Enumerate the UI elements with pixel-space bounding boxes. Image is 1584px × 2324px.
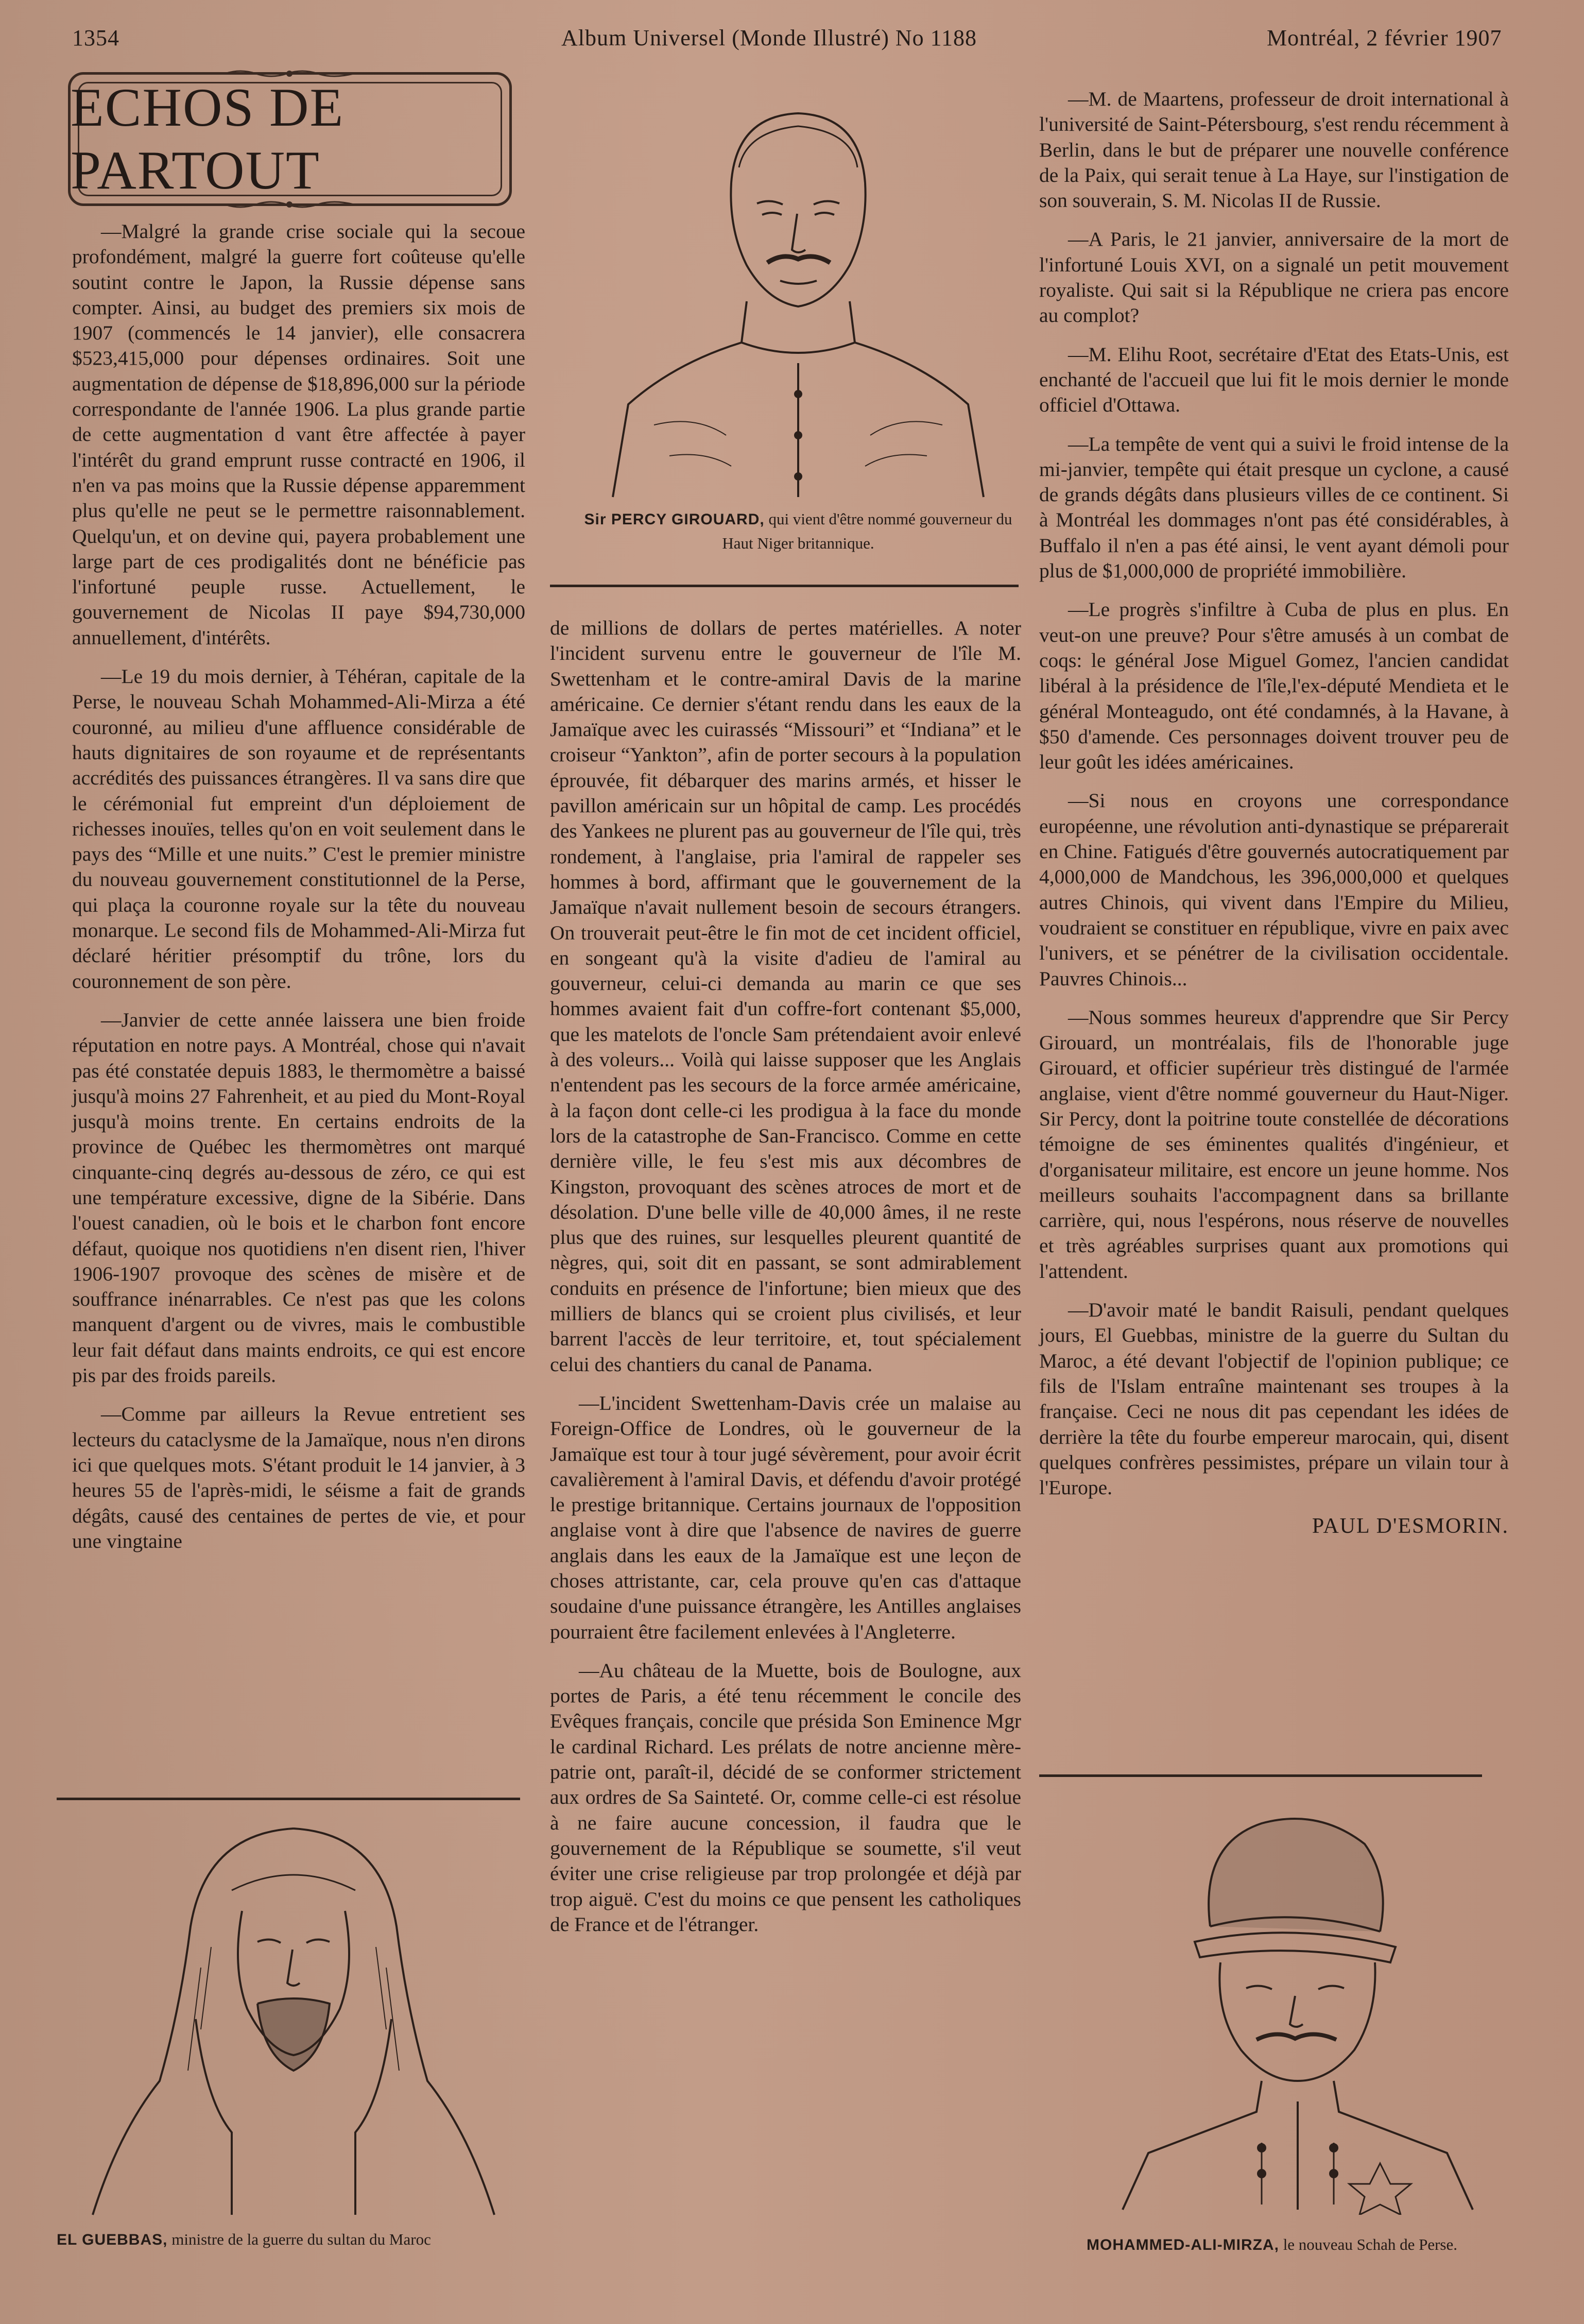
column-middle	[550, 616, 1021, 1951]
article-paragraph: —Malgré la grande crise sociale qui la secoue profondément, malgré la guerre fort coûteuse qu'elle soutint contre le Japon, la Russie dépense sans compter. Ainsi, au budget des premiers six mois de 1907 (commencés le 14 janvier), elle consacrera $523,415,000 pour dépenses ordinaires. Soit une augmentation de dépense de $18,896,000 sur la période correspondante de l'année 1906. La plus grande partie de cette augmentation d vant être affectée à payer l'intérêt du grand emprunt russe contracté en 1906, il n'en va pas moins que la Russie dépense apparemment plus qu'elle ne peut se le permettre raisonnablement. Quelqu'un, et on devine qui, payera probablement une large part de ces prodigalités dont ne bénéficie pas l'infortuné peuple russe. Actuellement, le gouvernement de Nicolas II paye $94,730,000 annuellement, d'intérêts.	[72, 220, 525, 649]
article-paragraph: —Si nous en croyons une correspondance européenne, une révolution anti-dynastique se préparerait en Chine. Fatigués d'être gouvernés autocratiquement par 4,000,000 de Mandchous, les 396,000,000 et quelques autres Chinois, qui vivent dans l'Empire du Milieu, voudraient se constituer en république, vivre en paix avec l'univers, et se pénétrer de la civilisation occidentale. Pauvres Chinois...	[1039, 789, 1509, 990]
article-paragraph: —M. de Maartens, professeur de droit international à l'université de Saint-Pétersbourg, s'est rendu récemment à Berlin, dans le but de préparer une nouvelle conférence de la Paix, qui serait tenue à La Haye, sur l'instigation de son souverain, S. M. Nicolas II de Russie.	[1039, 88, 1509, 212]
author-signature: PAUL D'ESMORIN.	[1312, 1514, 1509, 1539]
caption-text: le nouveau Schah de Perse.	[1283, 2235, 1457, 2253]
divider	[550, 585, 1019, 587]
article-paragraph: —Au château de la Muette, bois de Boulogne, aux portes de Paris, a été tenu récemment le concile des Evêques français, concile que présida Son Eminence Mgr le cardinal Richard. Les prélats de notre ancienne mère-patrie ont, paraît-il, décidé de se conformer strictement aux ordres de Sa Sainteté. Or, comme celle-ci est résolue à ne faire aucune concession, il faudra que le gouvernement de la République se soumette, s'il veut éviter une crise religieuse par trop prolongée et déjà par trop aiguë. C'est du moins ce que pensent les catholiques de France et de l'étranger.	[550, 1659, 1021, 1936]
article-paragraph: —Janvier de cette année laissera une bien froide réputation en notre pays. A Montréal, chose qui n'avait pas été constatée depuis 1883, le thermomètre a baissé jusqu'à moins 27 Fahrenheit, et au pied du Mont-Royal jusqu'à moins trente. En certains endroits de la province de Québec les thermomètres ont marqué cinquante-cinq degrés au-dessous de zéro, ce qui est une température excessive, digne de la Sibérie. Dans l'ouest canadien, où le bois et le charbon font encore défaut, quoique nos quotidiens n'en disent rien, l'hiver 1906-1907 provoque des scènes de misère et de souffrance inénarrables. Ce n'est pas que les colons manquent d'argent ou de vivres, mais le combustible leur fait défaut dans maints endroits, ce qui est encore pis par des froids pareils.	[72, 1008, 525, 1387]
column-right	[1039, 87, 1509, 1553]
section-title-frame	[68, 72, 512, 206]
divider	[1039, 1774, 1482, 1777]
girouard-caption	[577, 507, 1020, 555]
article-paragraph: —Le progrès s'infiltre à Cuba de plus en plus. En veut-on une preuve? Pour s'être amusés à un combat de coqs: le général Jose Miguel Gomez, l'ancien candidat libéral à la présidence de l'île,l'ex-député Mendieta et le général Monteagudo, ont été condamnés, à la Havane, à $50 d'amende. Ces personnages doivent trouver peu de leur goût les idées américaines.	[1039, 598, 1509, 774]
page-number: 1354	[72, 25, 119, 50]
caption-name: EL GUEBBAS,	[57, 2231, 168, 2248]
section-title: ECHOS DE PARTOUT	[71, 77, 345, 200]
mohammed-ali-mirza-caption	[1035, 2233, 1509, 2257]
portrait-el-guebbas-illustration	[77, 1813, 510, 2220]
caption-name: Sir PERCY GIROUARD,	[584, 511, 765, 528]
divider	[57, 1798, 520, 1800]
article-paragraph: —Comme par ailleurs la Revue entretient ses lecteurs du cataclysme de la Jamaïque, nous n'en dirons ici que quelques mots. S'étant produit le 14 janvier, à 3 heures 55 de l'après-midi, le séisme a fait de grands dégâts, causé des centaines de pertes de vie, et pour une vingtaine	[72, 1403, 525, 1552]
article-paragraph: —L'incident Swettenham-Davis crée un malaise au Foreign-Office de Londres, où le gouverneur de la Jamaïque est tour à tour jugé sévèrement, pour avoir écrit cavalièrement à l'amiral Davis, et défendu d'avoir protégé le prestige britannique. Certains journaux de l'opposition anglaise vont à dire que l'absence de navires de guerre anglais dans les eaux de la Jamaïque est une leçon de choses attristante, car, cela prouve qu'en cas d'attaque soudaine d'une puissance étrangère, les Antilles anglaises pourraient être facilement enlevées à l'Angleterre.	[550, 1391, 1021, 1643]
article-paragraph: —La tempête de vent qui a suivi le froid intense de la mi-janvier, tempête qui était presque un cyclone, a causé de grands dégâts dans plusieurs villes de ce continent. Si à Montréal les dommages n'ont pas été considérables, à Buffalo il n'en a pas été ainsi, le vent ayant démoli pour plus de $1,000,000 de propriété immobilière.	[1039, 432, 1509, 583]
article-paragraph: —D'avoir maté le bandit Raisuli, pendant quelques jours, El Guebbas, ministre de la guerre du Sultan du Maroc, a été devant l'objectif de l'opinion publique; ce fils de l'Islam entraîne maintenant ses troupes à la française. Ceci ne nous dit pas cependant les idées de derrière la tête du fourbe empereur marocain, qui, disent quelques confrères pessimistes, prépare un vilain tour à l'Europe.	[1039, 1298, 1509, 1499]
caption-text: qui vient d'être nommé gouverneur du Haut Niger britannique.	[722, 510, 1012, 552]
article-paragraph: —M. Elihu Root, secrétaire d'Etat des Etats-Unis, est enchanté de l'accueil que lui fit le mois dernier le monde officiel d'Ottawa.	[1039, 343, 1509, 417]
caption-text: ministre de la guerre du sultan du Maroc	[171, 2230, 431, 2248]
issue-date: Montréal, 2 février 1907	[1267, 25, 1502, 50]
article-paragraph: —A Paris, le 21 janvier, anniversaire de la mort de l'infortuné Louis XVI, on a signalé un petit mouvement royaliste. Qui sait si la République ne criera pas encore au complot?	[1039, 228, 1509, 327]
el-guebbas-caption	[57, 2228, 520, 2252]
caption-name: MOHAMMED-ALI-MIRZA,	[1087, 2236, 1279, 2253]
column-left	[72, 219, 525, 1567]
publication-title: Album Universel (Monde Illustré) No 1188	[561, 25, 977, 50]
portrait-mohammed-ali-mirza-illustration	[1092, 1792, 1493, 2215]
article-paragraph: —Le 19 du mois dernier, à Téhéran, capitale de la Perse, le nouveau Schah Mohammed-Ali-Mirza a été couronné, au milieu d'une affluence considérable de hauts dignitaires de son royaume et de représentants accrédités des puissances étrangères. Il va sans dire que le cérémonial fut empreint d'un déploiement de richesses inouïes, telles qu'on en voit seulement dans le pays des “Mille et une nuits.” C'est le premier ministre du nouveau gouvernement constitutionnel de la Perse, qui plaça la couronne royale sur la tête du nouveau monarque. Le second fils de Mohammed-Ali-Mirza fut déclaré héritier présomptif du trône, lors du couronnement de son père.	[72, 665, 525, 993]
article-paragraph: —Nous sommes heureux d'apprendre que Sir Percy Girouard, un montréalais, fils de l'honorable juge Girouard, et officier supérieur très distingué de l'armée anglaise, vient d'être nommé gouverneur du Haut-Niger. Sir Percy, dont la poitrine toute constellée de décorations témoigne de ses éminentes qualités d'ingénieur, et d'organisateur militaire, est encore un jeune homme. Nos meilleurs souhaits l'accompagnent dans sa brillante carrière, qui, nous l'espérons, nous réserve de nouvelles et très agréables surprises quant aux promotions qui l'attendent.	[1039, 1005, 1509, 1283]
article-paragraph: de millions de dollars de pertes matérielles. A noter l'incident survenu entre le gouverneur de l'île M. Swettenham et le contre-amiral Davis de la marine américaine. Ce dernier s'étant rendu dans les eaux de la Jamaïque avec les cuirassés “Missouri” et “Indiana” et le croiseur “Yankton”, afin de porter secours à la population éprouvée, fit débarquer des marins armés, et hisser le pavillon américain sur un hôpital de camp. Les procédés des Yankees ne plurent pas au gouverneur de l'île qui, très rondement, à l'anglaise, pria l'amiral de rappeler ses hommes à bord, affirmant que le gouvernement de la Jamaïque n'avait nullement besoin de secours étrangers. On trouverait peut-être le fin mot de cet incident officiel, en songeant qu'à la visite d'adieu de l'amiral au gouverneur, celui-ci demanda au marin ce que ses hommes avaient fait d'un coffre-fort contenant $5,000, que les matelots de l'oncle Sam prétendaient avoir enlevé à des voleurs... Voilà qui laisse supposer que les Anglais n'entendent pas les secours de la force armée américaine, à la façon dont celle-ci les prodigua à la face du monde lors de la catastrophe de San-Francisco. Comme en cette dernière ville, le feu s'est mis aux décombres de Kingston, provoquant des scènes atroces de mort et de désolation. D'une belle ville de 40,000 âmes, il ne reste plus que des ruines, sur lesquelles pleurent quantité de nègres, qui, soit dit en passant, se sont admirablement conduits en présence de l'infortune; bien mieux que des milliers de blancs qui se croient plus civilisés, et leur barrent l'accès de leur territoire, et, tout spécialement celui des chantiers du canal de Panama.	[550, 617, 1021, 1376]
portrait-girouard-illustration	[592, 95, 1004, 502]
